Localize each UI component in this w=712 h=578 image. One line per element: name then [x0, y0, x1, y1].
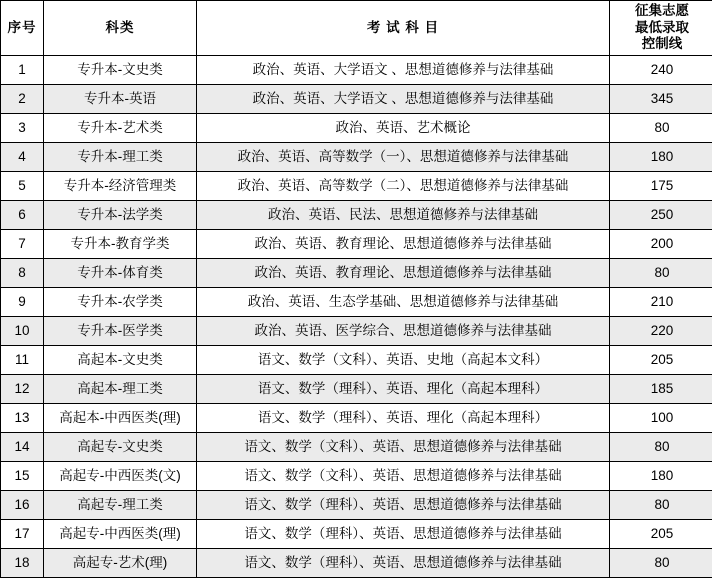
- column-header-subjects: 考 试 科 目: [197, 1, 610, 56]
- cell-score: 80: [610, 259, 712, 288]
- cell-index: 4: [1, 143, 44, 172]
- cell-index: 15: [1, 462, 44, 491]
- cell-index: 6: [1, 201, 44, 230]
- cell-category: 专升本-英语: [44, 85, 197, 114]
- cell-score: 80: [610, 433, 712, 462]
- cell-score: 80: [610, 549, 712, 578]
- cell-subjects: 政治、英语、大学语文 、思想道德修养与法律基础: [197, 56, 610, 85]
- cell-index: 8: [1, 259, 44, 288]
- cell-subjects: 语文、数学（文科）、英语、思想道德修养与法律基础: [197, 462, 610, 491]
- cell-subjects: 政治、英语、艺术概论: [197, 114, 610, 143]
- cell-subjects: 语文、数学（文科）、英语、史地（高起本文科）: [197, 346, 610, 375]
- cell-score: 100: [610, 404, 712, 433]
- cell-category: 高起专-中西医类(理): [44, 520, 197, 549]
- cell-index: 9: [1, 288, 44, 317]
- table-row: [1, 201, 712, 230]
- cell-score: 220: [610, 317, 712, 346]
- cell-score: 250: [610, 201, 712, 230]
- cell-index: 14: [1, 433, 44, 462]
- cell-category: 高起专-艺术(理): [44, 549, 197, 578]
- table-row: [1, 259, 712, 288]
- column-header-category: 科类: [44, 1, 197, 56]
- table-row: [1, 404, 712, 433]
- cell-subjects: 政治、英语、高等数学（二）、思想道德修养与法律基础: [197, 172, 610, 201]
- cell-score: 240: [610, 56, 712, 85]
- cell-subjects: 语文、数学（理科）、英语、思想道德修养与法律基础: [197, 491, 610, 520]
- cell-subjects: 政治、英语、民法、思想道德修养与法律基础: [197, 201, 610, 230]
- column-header-index: 序号: [1, 1, 44, 56]
- cell-index: 7: [1, 230, 44, 259]
- table-row: [1, 56, 712, 85]
- table-row: [1, 549, 712, 578]
- table-body: [1, 56, 712, 578]
- table-row: [1, 317, 712, 346]
- cell-category: 高起本-理工类: [44, 375, 197, 404]
- cell-index: 3: [1, 114, 44, 143]
- cell-index: 2: [1, 85, 44, 114]
- cell-category: 专升本-法学类: [44, 201, 197, 230]
- table-row: [1, 114, 712, 143]
- cell-subjects: 语文、数学（理科）、英语、理化（高起本理科）: [197, 404, 610, 433]
- cell-index: 13: [1, 404, 44, 433]
- cell-subjects: 语文、数学（文科）、英语、思想道德修养与法律基础: [197, 433, 610, 462]
- cell-score: 205: [610, 346, 712, 375]
- cell-index: 18: [1, 549, 44, 578]
- table-row: [1, 230, 712, 259]
- score-header-line-3: 控制线: [610, 36, 712, 53]
- cell-index: 16: [1, 491, 44, 520]
- cell-score: 205: [610, 520, 712, 549]
- table-row: [1, 491, 712, 520]
- cell-subjects: 政治、英语、高等数学（一）、思想道德修养与法律基础: [197, 143, 610, 172]
- score-header-line-1: 征集志愿: [610, 3, 712, 20]
- cell-category: 专升本-农学类: [44, 288, 197, 317]
- cell-category: 专升本-医学类: [44, 317, 197, 346]
- cell-category: 高起专-中西医类(文): [44, 462, 197, 491]
- cell-index: 12: [1, 375, 44, 404]
- cell-subjects: 政治、英语、教育理论、思想道德修养与法律基础: [197, 230, 610, 259]
- cell-category: 专升本-艺术类: [44, 114, 197, 143]
- cell-score: 175: [610, 172, 712, 201]
- table-header-row: [1, 1, 712, 56]
- table-row: [1, 520, 712, 549]
- table-row: [1, 288, 712, 317]
- cell-score: 180: [610, 462, 712, 491]
- cell-subjects: 语文、数学（理科）、英语、理化（高起本理科）: [197, 375, 610, 404]
- cell-category: 专升本-文史类: [44, 56, 197, 85]
- cell-subjects: 政治、英语、医学综合、思想道德修养与法律基础: [197, 317, 610, 346]
- cell-category: 专升本-经济管理类: [44, 172, 197, 201]
- table-header: [1, 1, 712, 56]
- cell-subjects: 政治、英语、大学语文 、思想道德修养与法律基础: [197, 85, 610, 114]
- table-row: [1, 172, 712, 201]
- column-header-score-line: [610, 1, 712, 56]
- cell-subjects: 语文、数学（理科）、英语、思想道德修养与法律基础: [197, 549, 610, 578]
- cell-score: 345: [610, 85, 712, 114]
- cell-index: 1: [1, 56, 44, 85]
- cell-score: 80: [610, 114, 712, 143]
- score-header-line-2: 最低录取: [610, 20, 712, 37]
- cell-subjects: 政治、英语、教育理论、思想道德修养与法律基础: [197, 259, 610, 288]
- table-row: [1, 85, 712, 114]
- cell-category: 高起专-理工类: [44, 491, 197, 520]
- cell-category: 专升本-体育类: [44, 259, 197, 288]
- table-row: [1, 433, 712, 462]
- cell-score: 210: [610, 288, 712, 317]
- cell-category: 高起专-文史类: [44, 433, 197, 462]
- cell-subjects: 政治、英语、生态学基础、思想道德修养与法律基础: [197, 288, 610, 317]
- cell-index: 17: [1, 520, 44, 549]
- cell-subjects: 语文、数学（理科）、英语、思想道德修养与法律基础: [197, 520, 610, 549]
- cell-category: 高起本-文史类: [44, 346, 197, 375]
- cell-score: 80: [610, 491, 712, 520]
- cell-category: 专升本-理工类: [44, 143, 197, 172]
- cell-category: 高起本-中西医类(理): [44, 404, 197, 433]
- cell-score: 180: [610, 143, 712, 172]
- cell-score: 200: [610, 230, 712, 259]
- cell-index: 11: [1, 346, 44, 375]
- table-row: [1, 375, 712, 404]
- cell-score: 185: [610, 375, 712, 404]
- cell-index: 10: [1, 317, 44, 346]
- cell-category: 专升本-教育学类: [44, 230, 197, 259]
- cell-index: 5: [1, 172, 44, 201]
- table-row: [1, 462, 712, 491]
- table-row: [1, 346, 712, 375]
- table-row: [1, 143, 712, 172]
